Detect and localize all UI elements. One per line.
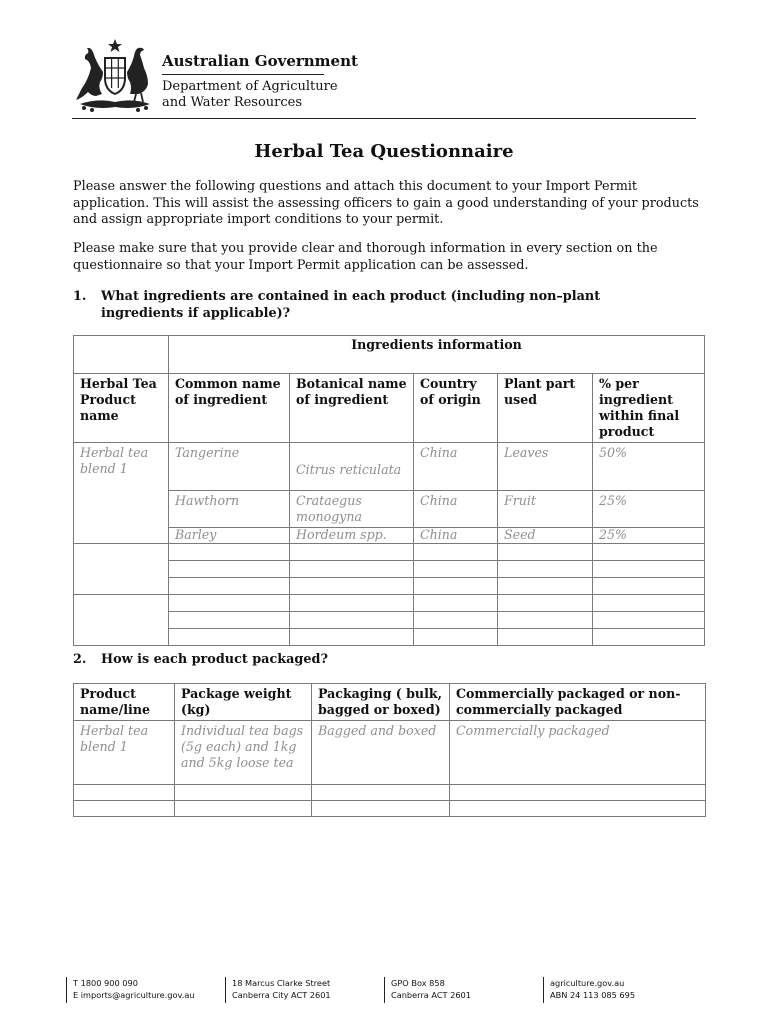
footer-web <box>543 977 635 1003</box>
table-row <box>74 785 706 801</box>
plant-part-cell[interactable] <box>498 629 593 646</box>
country-cell[interactable] <box>414 612 498 629</box>
table-row <box>74 544 705 561</box>
table-row <box>74 801 706 817</box>
footer-street-address <box>225 977 331 1003</box>
common-name-cell[interactable] <box>169 595 290 612</box>
common-name-cell[interactable] <box>169 544 290 561</box>
product-name-cell[interactable] <box>74 595 169 646</box>
common-name-cell[interactable] <box>169 612 290 629</box>
botanical-name-cell[interactable] <box>290 595 414 612</box>
common-name-cell[interactable] <box>169 561 290 578</box>
header-rule <box>72 118 696 119</box>
common-name-cell[interactable] <box>169 629 290 646</box>
botanical-name-cell[interactable]: Crataegus monogyna <box>290 491 414 528</box>
table-row <box>74 491 705 528</box>
question-1-number: 1. <box>73 289 87 304</box>
header-product-line: Product name/line <box>74 684 175 721</box>
plant-part-cell[interactable] <box>498 595 593 612</box>
country-cell[interactable] <box>414 561 498 578</box>
footer-website[interactable]: agriculture.gov.au <box>550 978 625 988</box>
intro-paragraph-1: Please answer the following questions and attach this document to your Import Permit application. This will assist the assessing officers to gain a good understanding of your products and assign appropriate import conditions to your permit. <box>73 179 699 227</box>
footer-po-box-city: Canberra ACT 2601 <box>391 990 471 1000</box>
table-row <box>74 629 705 646</box>
footer-street: 18 Marcus Clarke Street <box>232 978 331 988</box>
question-1-text: What ingredients are contained in each product (including non–plant ingredients if applicable)? <box>101 289 601 321</box>
country-cell[interactable] <box>414 544 498 561</box>
header-packaging: Packaging ( bulk, bagged or boxed) <box>312 684 450 721</box>
packaging-table <box>73 683 706 817</box>
product-line-cell[interactable]: Herbal tea blend 1 <box>74 721 175 785</box>
package-weight-cell[interactable]: Individual tea bags (5g each) and 1kg and 5kg loose tea <box>175 721 312 785</box>
table-row <box>74 721 706 785</box>
header-plant-part: Plant part used <box>498 374 593 443</box>
department-name <box>162 79 338 111</box>
plant-part-cell[interactable] <box>498 561 593 578</box>
product-line-cell[interactable] <box>74 785 175 801</box>
percent-cell[interactable]: 50% <box>593 443 705 491</box>
footer-abn: ABN 24 113 085 695 <box>550 990 636 1000</box>
packaging-cell[interactable] <box>312 801 450 817</box>
common-name-cell[interactable] <box>169 578 290 595</box>
footer <box>0 977 768 1007</box>
table-row <box>74 595 705 612</box>
header-commercially-packaged: Commercially packaged or non-commercially packaged <box>450 684 706 721</box>
percent-cell[interactable]: 25% <box>593 491 705 528</box>
percent-cell[interactable] <box>593 578 705 595</box>
footer-contact <box>66 977 195 1003</box>
country-cell[interactable]: China <box>414 528 498 544</box>
header-country-of-origin: Country of origin <box>414 374 498 443</box>
botanical-name-cell[interactable] <box>290 578 414 595</box>
percent-cell[interactable]: 25% <box>593 528 705 544</box>
coat-of-arms-icon <box>74 38 156 114</box>
plant-part-cell[interactable] <box>498 544 593 561</box>
ingredients-table <box>73 335 705 646</box>
country-cell[interactable] <box>414 629 498 646</box>
percent-cell[interactable] <box>593 629 705 646</box>
logo-divider <box>162 74 324 75</box>
common-name-cell[interactable]: Tangerine <box>169 443 290 491</box>
table-row <box>74 612 705 629</box>
government-name: Australian Government <box>162 52 358 70</box>
package-weight-cell[interactable] <box>175 801 312 817</box>
ingredients-information-header: Ingredients information <box>169 336 705 374</box>
footer-po-box: GPO Box 858 <box>391 978 445 988</box>
plant-part-cell[interactable] <box>498 612 593 629</box>
footer-phone: T 1800 900 090 <box>73 978 138 988</box>
botanical-name-cell[interactable] <box>290 544 414 561</box>
package-weight-cell[interactable] <box>175 785 312 801</box>
intro-paragraph-2: Please make sure that you provide clear and thorough information in every section on the questionnaire so that your Import Permit application can be assessed. <box>73 241 658 273</box>
table-row <box>74 528 705 544</box>
question-1 <box>73 289 703 323</box>
question-2-number: 2. <box>73 652 87 667</box>
plant-part-cell[interactable]: Fruit <box>498 491 593 528</box>
country-cell[interactable] <box>414 595 498 612</box>
document-title: Herbal Tea Questionnaire <box>254 141 514 162</box>
percent-cell[interactable] <box>593 544 705 561</box>
header-botanical-name: Botanical name of ingredient <box>290 374 414 443</box>
empty-header-cell <box>74 336 169 374</box>
common-name-cell[interactable]: Hawthorn <box>169 491 290 528</box>
product-name-cell[interactable] <box>74 544 169 595</box>
product-line-cell[interactable] <box>74 801 175 817</box>
footer-postal-address <box>384 977 471 1003</box>
footer-city: Canberra City ACT 2601 <box>232 990 331 1000</box>
common-name-cell[interactable]: Barley <box>169 528 290 544</box>
table-row <box>74 561 705 578</box>
botanical-name-cell[interactable]: Hordeum spp. <box>290 528 414 544</box>
botanical-name-cell[interactable] <box>290 612 414 629</box>
packaging-cell[interactable]: Bagged and boxed <box>312 721 450 785</box>
botanical-name-cell[interactable] <box>290 629 414 646</box>
country-cell[interactable]: China <box>414 491 498 528</box>
percent-cell[interactable] <box>593 561 705 578</box>
botanical-name-cell[interactable] <box>290 561 414 578</box>
percent-cell[interactable] <box>593 595 705 612</box>
commercial-cell[interactable] <box>450 801 706 817</box>
table-row <box>74 443 705 491</box>
header <box>74 36 358 118</box>
header-package-weight: Package weight (kg) <box>175 684 312 721</box>
footer-email[interactable]: E imports@agriculture.gov.au <box>73 990 195 1000</box>
header-percent-ingredient: % per ingredient within final product <box>593 374 705 443</box>
percent-cell[interactable] <box>593 612 705 629</box>
packaging-cell[interactable] <box>312 785 450 801</box>
commercial-cell[interactable]: Commercially packaged <box>450 721 706 785</box>
plant-part-cell[interactable] <box>498 578 593 595</box>
botanical-name-cell[interactable]: Citrus reticulata <box>290 443 414 491</box>
department-line-1: Department of Agriculture <box>162 79 338 94</box>
header-product-name: Herbal Tea Product name <box>74 374 169 443</box>
table-row <box>74 578 705 595</box>
commercial-cell[interactable] <box>450 785 706 801</box>
product-name-cell[interactable]: Herbal tea blend 1 <box>74 443 169 544</box>
question-2 <box>73 652 703 670</box>
question-2-text: How is each product packaged? <box>101 652 328 667</box>
plant-part-cell[interactable]: Seed <box>498 528 593 544</box>
header-common-name: Common name of ingredient <box>169 374 290 443</box>
country-cell[interactable]: China <box>414 443 498 491</box>
department-line-2: and Water Resources <box>162 95 303 110</box>
plant-part-cell[interactable]: Leaves <box>498 443 593 491</box>
country-cell[interactable] <box>414 578 498 595</box>
